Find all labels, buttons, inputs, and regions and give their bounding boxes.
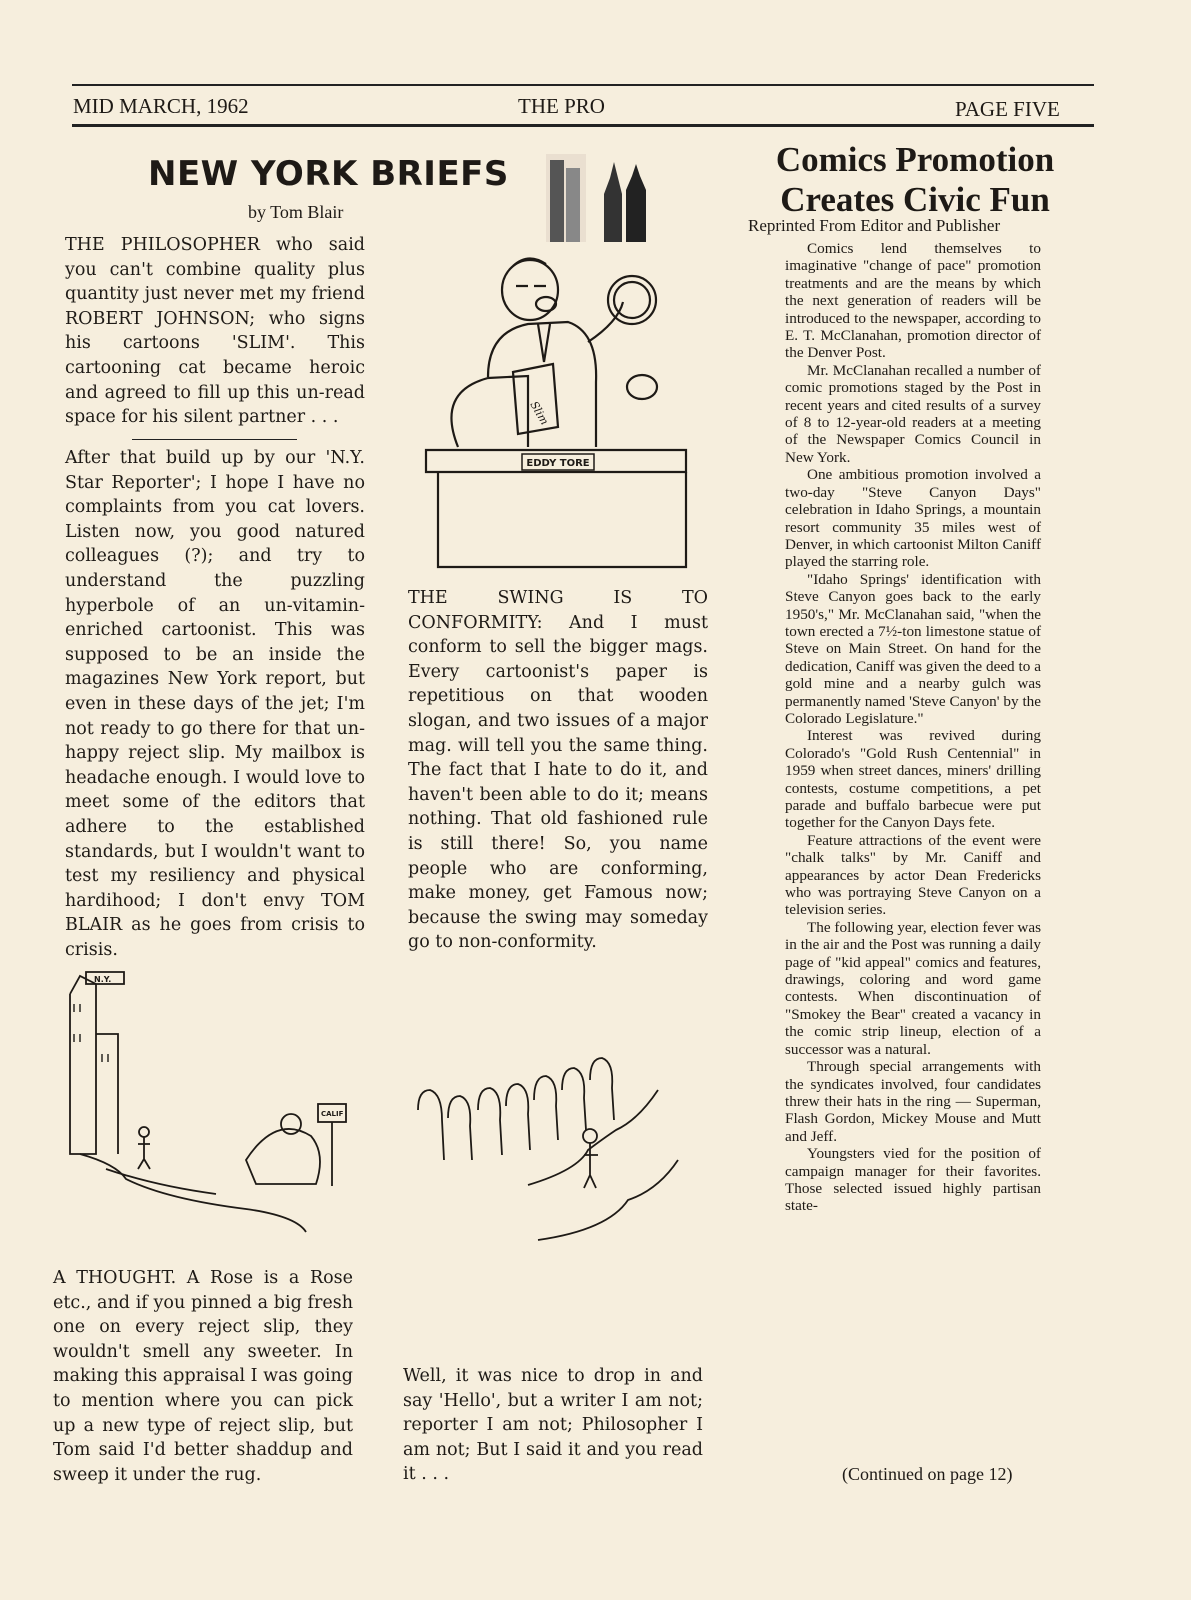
middle-paragraph-1: THE SWING IS TO CONFORMITY: And I must conform to sell the bigger mags. Every cartoonist's paper is repetitious on that wooden slogan, and two issues of a major mag. will tell you the same thing. The fact that I hate to do it, and haven't been able to do it; means nothing. That old fashioned rule is still there! So, you name people who are conforming, make money, get Famous now; because the swing may someday go to non-conformity. xyxy=(408,588,708,953)
article-paragraph: The following year, election fever was in the air and the Post was running a daily page of "kid appeal" comics and features, drawings, coloring and word game contests. When discontinuation of "Smokey the Bear" created a vacancy in the comic strip lineup, election of a successor was a natural. xyxy=(785,918,1041,1058)
right-headline-line-2: Creates Civic Fun xyxy=(780,180,1050,219)
header-rule-bottom xyxy=(72,124,1094,127)
right-subtitle: Reprinted From Editor and Publisher xyxy=(748,216,1001,235)
article-paragraph: "Idaho Springs' identification with Steve Canyon goes back to the early 1950's," Mr. McClanahan said, "when the town erected a 7½-ton limestone statue of Steve on Main Street. On hand for the dedication, Caniff was given the deed to a gold mine and a nearby gulch was permanently named 'Steve Canyon' by the Colorado Legislature." xyxy=(785,570,1041,727)
right-headline xyxy=(750,140,1080,220)
middle-paragraph-2: Well, it was nice to drop in and say 'Hello', but a writer I am not; reporter I am not; Philosopher I am not; But I said it and you read it . . . xyxy=(403,1366,703,1485)
article-paragraph: Interest was revived during Colorado's "Gold Rush Centennial" in 1959 when street dances, miners' drilling contests, costume competitions, a pet parade and buffalo barbecue were put together for the Canyon Days fete. xyxy=(785,727,1041,832)
article-paragraph: One ambitious promotion involved a two-day "Steve Canyon Days" celebration in Idaho Springs, a mountain resort community 35 miles west of Denver, in which cartoonist Milton Caniff played the starring role. xyxy=(785,466,1041,571)
right-headline-line-1: Comics Promotion xyxy=(775,140,1055,179)
header-date: MID MARCH, 1962 xyxy=(73,94,249,118)
article-paragraph: Through special arrangements with the syndicates involved, four candidates threw their hats in the ring — Superman, Flash Gordon, Mickey Mouse and Mutt and Jeff. xyxy=(785,1058,1041,1145)
left-divider xyxy=(132,439,297,440)
editor-cartoon xyxy=(418,252,696,577)
article-paragraph: Mr. McClanahan recalled a number of comic promotions staged by the Post in recent years and cited results of a survey of 8 to 12-year-old readers at a meeting of the Newspaper Comics Council in New York. xyxy=(785,361,1041,466)
left-headline: NEW YORK BRIEFS xyxy=(148,154,509,194)
conformity-line-cartoon xyxy=(408,1010,708,1280)
mailbox-text: CALIF xyxy=(321,1110,344,1118)
continued-note: (Continued on page 12) xyxy=(842,1464,1013,1484)
header-page-number: PAGE FIVE xyxy=(955,97,1060,121)
article-paragraph: Comics lend themselves to imaginative "change of pace" promotion treatments and are the means by which the next generation of readers will be introduced to the newspaper, according to E. T. McClanahan, promotion director of the Denver Post. xyxy=(785,240,1041,362)
left-paragraph-2: After that build up by our 'N.Y. Star Reporter'; I hope I have no complaints from you cat lovers. Listen now, you good natured colleagues (?); and try to understand the puzzling hyperbole of an un-vitamin-enriched cartoonist. This was supposed to be an inside the magazines New York report, but even in these days of the jet; I'm not ready to go there for that un-happy reject slip. My mailbox is headache enough. I would love to meet some of the editors that adhere to the established standards, but I wouldn't want to test my resiliency and physical hardihood; I don't envy TOM BLAIR as he goes from crisis to crisis. xyxy=(65,448,365,960)
cartoonist-journey-cartoon xyxy=(66,964,366,1239)
skyline-illustration xyxy=(546,154,648,242)
left-paragraph-3: A THOUGHT. A Rose is a Rose etc., and if you pinned a big fresh one on every reject slip, they wouldn't smell any sweeter. In making this appraisal I was going to mention where you can pick up a new type of reject slip, but Tom said I'd better shaddup and sweep it under the rug. xyxy=(53,1268,353,1485)
article-paragraph: Feature attractions of the event were "chalk talks" by Mr. Caniff and appearances by actor Dean Fredericks who was portraying Steve Canyon on a television series. xyxy=(785,831,1041,919)
header-rule-top xyxy=(72,84,1094,86)
right-article-body xyxy=(785,240,1041,1215)
ny-sign-text: N.Y. xyxy=(94,975,112,984)
desk-sign-text: EDDY TORE xyxy=(526,458,590,469)
bag-signature: Slim xyxy=(527,399,552,428)
article-paragraph: Youngsters vied for the position of campaign manager for their favorites. Those selected issued highly partisan state- xyxy=(785,1145,1041,1215)
header-publication: THE PRO xyxy=(518,94,605,118)
left-paragraph-1: THE PHILOSOPHER who said you can't combine quality plus quantity just never met my friend ROBERT JOHNSON; who signs his cartoons 'SLIM'. This cartooning cat became heroic and agreed to fill up this un-read space for his silent partner . . . xyxy=(65,235,365,428)
left-byline: by Tom Blair xyxy=(248,202,344,222)
